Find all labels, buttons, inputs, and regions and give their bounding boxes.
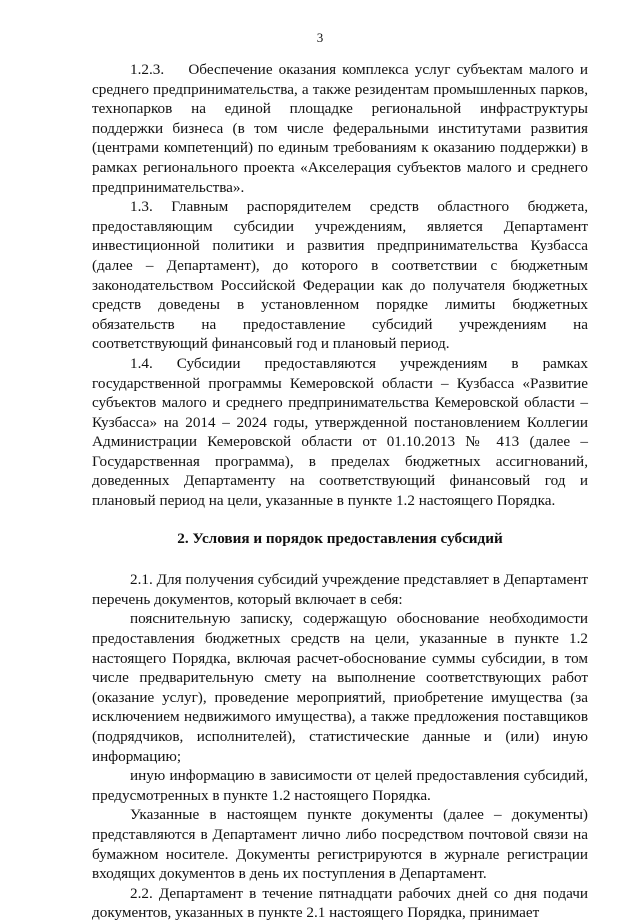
paragraph-1-2-3: 1.2.3. Обеспечение оказания комплекса услуг субъектам малого и среднего предпринимательства, а также резидентам промышленных парков, технопарков на единой площадке региональной инфраструктуры поддержки бизнеса (в том числе федеральными институтами развития (центрами компетенций) по единым требованиям к оказанию поддержки) в рамках регионального проекта «Акселерация субъектов малого и среднего предпринимательства». — [92, 61, 588, 196]
section-heading: 2. Условия и порядок предоставления субсидий — [177, 529, 503, 547]
paragraph-1-4: 1.4. Субсидии предоставляются учреждениям в рамках государственной программы Кемеровской области – Кузбасса «Развитие субъектов малого и среднего предпринимательства Кемеровской области – Кузбасса» на 2014 – 2024 годы, утвержденной постановлением Коллегии Администрации Кемеровской области от 01.10.2013 № 413 (далее – Государственная программа), в пределах бюджетных ассигнований, доведенных Департаменту на соответствующий финансовый год и плановый период на цели, указанные в пункте 1.2 настоящего Порядка. — [92, 354, 588, 510]
paragraph-1-3: 1.3. Главным распорядителем средств областного бюджета, предоставляющим субсидии учреждениям, является Департамент инвестиционной политики и развития предпринимательства Кузбасса (далее – Департамент), до которого в соответствии с бюджетным законодательством Российской Федерации как до получателя бюджетных средств доведены в установленном порядке лимиты бюджетных обязательств на предоставление субсидий учреждениям на соответствующий финансовый год и плановый период. — [92, 198, 588, 353]
document-body — [92, 60, 588, 923]
paragraph-other-info: иную информацию в зависимости от целей предоставления субсидий, предусмотренных в пункте 1.2 настоящего Порядка. — [92, 767, 588, 804]
paragraph-2-2: 2.2. Департамент в течение пятнадцати рабочих дней со дня подачи документов, указанных в пункте 2.1 настоящего Порядка, принимает — [92, 884, 588, 922]
page-number: 3 — [316, 30, 324, 45]
paragraph-explanatory-note: пояснительную записку, содержащую обоснование необходимости предоставления бюджетных средств на цели, указанные в пункте 1.2 настоящего Порядка, включая расчет-обоснование суммы субсидии, в том числе предварительную смету на выполнение соответствующих работ (оказание услуг), проведение мероприятий, приобретение имущества (за исключением недвижимого имущества), а также предложения поставщиков (подрядчиков, исполнителей), статистические данные и (или) иную информацию; — [92, 610, 588, 765]
paragraph-2-1: 2.1. Для получения субсидий учреждение представляет в Департамент перечень документов, который включает в себя: — [92, 571, 588, 608]
paragraph-documents-submission: Указанные в настоящем пункте документы (далее – документы) представляются в Департамент лично либо посредством почтовой связи на бумажном носителе. Документы регистрируются в журнале регистрации входящих документов в день их поступления в Департамент. — [92, 806, 588, 883]
